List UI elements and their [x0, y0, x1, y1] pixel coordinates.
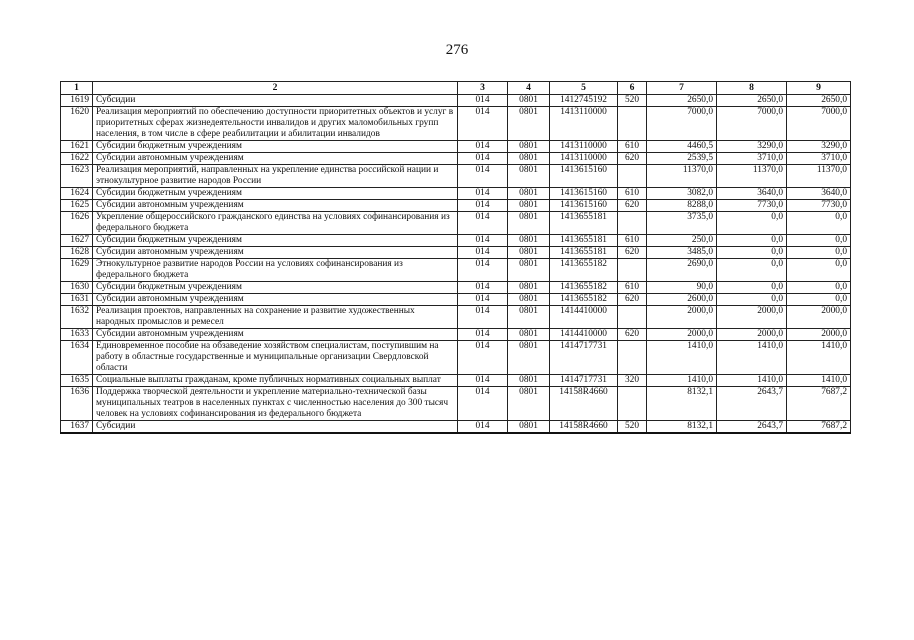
- row-number-cell: 1630: [61, 282, 93, 294]
- expense-type-cell: 610: [618, 235, 647, 247]
- section-code-cell: 0801: [508, 375, 550, 387]
- section-code-cell: 0801: [508, 282, 550, 294]
- row-number-cell: 1632: [61, 306, 93, 329]
- ministry-code-cell: 014: [458, 200, 508, 212]
- row-number-cell: 1631: [61, 294, 93, 306]
- section-code-cell: 0801: [508, 95, 550, 107]
- item-name-cell: Субсидии автономным учреждениям: [93, 153, 458, 165]
- target-article-cell: 1414717731: [550, 341, 618, 375]
- ministry-code-cell: 014: [458, 141, 508, 153]
- table-row: [61, 259, 851, 282]
- section-code-cell: 0801: [508, 212, 550, 235]
- row-number-cell: 1629: [61, 259, 93, 282]
- row-number-cell: 1621: [61, 141, 93, 153]
- amount-col8-cell: 2643,7: [717, 421, 787, 434]
- item-name-cell: Субсидии автономным учреждениям: [93, 200, 458, 212]
- header-cell-3: 3: [458, 82, 508, 95]
- ministry-code-cell: 014: [458, 341, 508, 375]
- target-article-cell: 1413655182: [550, 259, 618, 282]
- ministry-code-cell: 014: [458, 375, 508, 387]
- expense-type-cell: [618, 259, 647, 282]
- amount-col7-cell: 8132,1: [647, 387, 717, 421]
- item-name-cell: Субсидии автономным учреждениям: [93, 247, 458, 259]
- amount-col9-cell: 3710,0: [787, 153, 851, 165]
- ministry-code-cell: 014: [458, 235, 508, 247]
- expense-type-cell: [618, 306, 647, 329]
- table-row: [61, 247, 851, 259]
- row-number-cell: 1619: [61, 95, 93, 107]
- amount-col7-cell: 1410,0: [647, 341, 717, 375]
- amount-col8-cell: 1410,0: [717, 375, 787, 387]
- target-article-cell: 1413655182: [550, 294, 618, 306]
- target-article-cell: 1413110000: [550, 153, 618, 165]
- expense-type-cell: 520: [618, 95, 647, 107]
- amount-col7-cell: 250,0: [647, 235, 717, 247]
- target-article-cell: 1414410000: [550, 329, 618, 341]
- target-article-cell: 1412745192: [550, 95, 618, 107]
- item-name-cell: Социальные выплаты гражданам, кроме публичных нормативных социальных выплат: [93, 375, 458, 387]
- section-code-cell: 0801: [508, 341, 550, 375]
- target-article-cell: 1413110000: [550, 141, 618, 153]
- expense-type-cell: 320: [618, 375, 647, 387]
- expense-type-cell: 620: [618, 329, 647, 341]
- amount-col7-cell: 2000,0: [647, 329, 717, 341]
- item-name-cell: Субсидии бюджетным учреждениям: [93, 282, 458, 294]
- expense-type-cell: [618, 107, 647, 141]
- amount-col8-cell: 1410,0: [717, 341, 787, 375]
- table-row: [61, 306, 851, 329]
- amount-col9-cell: 0,0: [787, 259, 851, 282]
- amount-col7-cell: 7000,0: [647, 107, 717, 141]
- amount-col9-cell: 2650,0: [787, 95, 851, 107]
- ministry-code-cell: 014: [458, 294, 508, 306]
- amount-col7-cell: 2000,0: [647, 306, 717, 329]
- ministry-code-cell: 014: [458, 153, 508, 165]
- table-row: [61, 329, 851, 341]
- target-article-cell: 1413655181: [550, 212, 618, 235]
- amount-col9-cell: 11370,0: [787, 165, 851, 188]
- amount-col8-cell: 3290,0: [717, 141, 787, 153]
- ministry-code-cell: 014: [458, 247, 508, 259]
- amount-col8-cell: 0,0: [717, 247, 787, 259]
- amount-col9-cell: 2000,0: [787, 329, 851, 341]
- row-number-cell: 1633: [61, 329, 93, 341]
- row-number-cell: 1624: [61, 188, 93, 200]
- item-name-cell: Единовременное пособие на обзаведение хозяйством специалистам, поступившим на работу в областные государственные и муниципальные организации Свердловской области: [93, 341, 458, 375]
- section-code-cell: 0801: [508, 259, 550, 282]
- row-number-cell: 1622: [61, 153, 93, 165]
- amount-col7-cell: 3082,0: [647, 188, 717, 200]
- amount-col7-cell: 11370,0: [647, 165, 717, 188]
- target-article-cell: 1413615160: [550, 200, 618, 212]
- amount-col7-cell: 2650,0: [647, 95, 717, 107]
- amount-col8-cell: 0,0: [717, 212, 787, 235]
- target-article-cell: 14158R4660: [550, 421, 618, 434]
- ministry-code-cell: 014: [458, 329, 508, 341]
- amount-col8-cell: 0,0: [717, 282, 787, 294]
- expense-type-cell: 620: [618, 294, 647, 306]
- table-row: [61, 387, 851, 421]
- table-row: [61, 95, 851, 107]
- header-row: [61, 82, 851, 95]
- table-row: [61, 165, 851, 188]
- section-code-cell: 0801: [508, 107, 550, 141]
- amount-col7-cell: 2539,5: [647, 153, 717, 165]
- section-code-cell: 0801: [508, 165, 550, 188]
- section-code-cell: 0801: [508, 235, 550, 247]
- amount-col7-cell: 4460,5: [647, 141, 717, 153]
- ministry-code-cell: 014: [458, 107, 508, 141]
- amount-col8-cell: 2643,7: [717, 387, 787, 421]
- ministry-code-cell: 014: [458, 188, 508, 200]
- amount-col9-cell: 0,0: [787, 247, 851, 259]
- item-name-cell: Этнокультурное развитие народов России на условиях софинансирования из федерального бюджета: [93, 259, 458, 282]
- section-code-cell: 0801: [508, 294, 550, 306]
- amount-col7-cell: 2600,0: [647, 294, 717, 306]
- ministry-code-cell: 014: [458, 212, 508, 235]
- target-article-cell: 1414410000: [550, 306, 618, 329]
- table-row: [61, 107, 851, 141]
- amount-col8-cell: 7730,0: [717, 200, 787, 212]
- target-article-cell: 1414717731: [550, 375, 618, 387]
- amount-col8-cell: 7000,0: [717, 107, 787, 141]
- amount-col8-cell: 11370,0: [717, 165, 787, 188]
- amount-col7-cell: 1410,0: [647, 375, 717, 387]
- amount-col8-cell: 3640,0: [717, 188, 787, 200]
- row-number-cell: 1626: [61, 212, 93, 235]
- header-cell-1: 1: [61, 82, 93, 95]
- ministry-code-cell: 014: [458, 259, 508, 282]
- item-name-cell: Реализация проектов, направленных на сохранение и развитие художественных народных промыслов и ремесел: [93, 306, 458, 329]
- row-number-cell: 1637: [61, 421, 93, 434]
- target-article-cell: 1413110000: [550, 107, 618, 141]
- item-name-cell: Субсидии автономным учреждениям: [93, 294, 458, 306]
- section-code-cell: 0801: [508, 200, 550, 212]
- row-number-cell: 1628: [61, 247, 93, 259]
- amount-col8-cell: 2650,0: [717, 95, 787, 107]
- header-cell-9: 9: [787, 82, 851, 95]
- budget-table: [60, 81, 851, 434]
- ministry-code-cell: 014: [458, 387, 508, 421]
- expense-type-cell: 610: [618, 282, 647, 294]
- expense-type-cell: [618, 387, 647, 421]
- item-name-cell: Субсидии бюджетным учреждениям: [93, 235, 458, 247]
- amount-col9-cell: 0,0: [787, 282, 851, 294]
- section-code-cell: 0801: [508, 421, 550, 434]
- row-number-cell: 1620: [61, 107, 93, 141]
- ministry-code-cell: 014: [458, 421, 508, 434]
- table-row: [61, 188, 851, 200]
- ministry-code-cell: 014: [458, 95, 508, 107]
- section-code-cell: 0801: [508, 329, 550, 341]
- header-cell-7: 7: [647, 82, 717, 95]
- item-name-cell: Субсидии: [93, 421, 458, 434]
- expense-type-cell: 620: [618, 247, 647, 259]
- expense-type-cell: [618, 165, 647, 188]
- table-row: [61, 282, 851, 294]
- amount-col9-cell: 3640,0: [787, 188, 851, 200]
- item-name-cell: Субсидии бюджетным учреждениям: [93, 188, 458, 200]
- amount-col7-cell: 90,0: [647, 282, 717, 294]
- page-number: 276: [445, 42, 469, 58]
- item-name-cell: Субсидии: [93, 95, 458, 107]
- table-row: [61, 294, 851, 306]
- item-name-cell: Реализация мероприятий по обеспечению доступности приоритетных объектов и услуг в приоритетных сферах жизнедеятельности инвалидов и других маломобильных групп населения, в том числе в сфере реабилитации и абилитации инвалидов: [93, 107, 458, 141]
- amount-col8-cell: 0,0: [717, 235, 787, 247]
- item-name-cell: Укрепление общероссийского гражданского единства на условиях софинансирования из федерального бюджета: [93, 212, 458, 235]
- item-name-cell: Субсидии автономным учреждениям: [93, 329, 458, 341]
- header-cell-2: 2: [93, 82, 458, 95]
- amount-col9-cell: 2000,0: [787, 306, 851, 329]
- amount-col9-cell: 7687,2: [787, 421, 851, 434]
- header-cell-8: 8: [717, 82, 787, 95]
- table-row: [61, 141, 851, 153]
- amount-col7-cell: 3485,0: [647, 247, 717, 259]
- row-number-cell: 1627: [61, 235, 93, 247]
- section-code-cell: 0801: [508, 188, 550, 200]
- row-number-cell: 1635: [61, 375, 93, 387]
- expense-type-cell: 620: [618, 153, 647, 165]
- expense-type-cell: 520: [618, 421, 647, 434]
- section-code-cell: 0801: [508, 153, 550, 165]
- amount-col9-cell: 0,0: [787, 212, 851, 235]
- item-name-cell: Субсидии бюджетным учреждениям: [93, 141, 458, 153]
- target-article-cell: 1413615160: [550, 165, 618, 188]
- row-number-cell: 1634: [61, 341, 93, 375]
- table-row: [61, 153, 851, 165]
- table-row: [61, 341, 851, 375]
- ministry-code-cell: 014: [458, 306, 508, 329]
- table-row: [61, 421, 851, 434]
- amount-col9-cell: 7730,0: [787, 200, 851, 212]
- section-code-cell: 0801: [508, 247, 550, 259]
- amount-col8-cell: 2000,0: [717, 329, 787, 341]
- header-cell-4: 4: [508, 82, 550, 95]
- amount-col8-cell: 0,0: [717, 294, 787, 306]
- header-cell-6: 6: [618, 82, 647, 95]
- expense-type-cell: [618, 212, 647, 235]
- amount-col8-cell: 3710,0: [717, 153, 787, 165]
- section-code-cell: 0801: [508, 141, 550, 153]
- section-code-cell: 0801: [508, 387, 550, 421]
- amount-col8-cell: 0,0: [717, 259, 787, 282]
- target-article-cell: 1413655181: [550, 235, 618, 247]
- expense-type-cell: 610: [618, 188, 647, 200]
- ministry-code-cell: 014: [458, 282, 508, 294]
- amount-col7-cell: 2690,0: [647, 259, 717, 282]
- table-body: [61, 95, 851, 434]
- amount-col9-cell: 0,0: [787, 235, 851, 247]
- ministry-code-cell: 014: [458, 165, 508, 188]
- amount-col9-cell: 1410,0: [787, 375, 851, 387]
- row-number-cell: 1636: [61, 387, 93, 421]
- target-article-cell: 1413655182: [550, 282, 618, 294]
- amount-col9-cell: 0,0: [787, 294, 851, 306]
- amount-col7-cell: 8132,1: [647, 421, 717, 434]
- amount-col9-cell: 7000,0: [787, 107, 851, 141]
- table-row: [61, 235, 851, 247]
- amount-col7-cell: 8288,0: [647, 200, 717, 212]
- expense-type-cell: 610: [618, 141, 647, 153]
- amount-col9-cell: 1410,0: [787, 341, 851, 375]
- item-name-cell: Поддержка творческой деятельности и укрепление материально-технической базы муниципальных театров в населенных пунктах с численностью населения до 300 тысяч человек на условиях софинансирования из федерального бюджета: [93, 387, 458, 421]
- row-number-cell: 1625: [61, 200, 93, 212]
- item-name-cell: Реализация мероприятий, направленных на укрепление единства российской нации и этнокультурное развитие народов России: [93, 165, 458, 188]
- expense-type-cell: [618, 341, 647, 375]
- header-cell-5: 5: [550, 82, 618, 95]
- row-number-cell: 1623: [61, 165, 93, 188]
- table-row: [61, 375, 851, 387]
- amount-col7-cell: 3735,0: [647, 212, 717, 235]
- table-row: [61, 212, 851, 235]
- section-code-cell: 0801: [508, 306, 550, 329]
- target-article-cell: 1413615160: [550, 188, 618, 200]
- table-row: [61, 200, 851, 212]
- target-article-cell: 14158R4660: [550, 387, 618, 421]
- amount-col9-cell: 7687,2: [787, 387, 851, 421]
- expense-type-cell: 620: [618, 200, 647, 212]
- target-article-cell: 1413655181: [550, 247, 618, 259]
- amount-col8-cell: 2000,0: [717, 306, 787, 329]
- amount-col9-cell: 3290,0: [787, 141, 851, 153]
